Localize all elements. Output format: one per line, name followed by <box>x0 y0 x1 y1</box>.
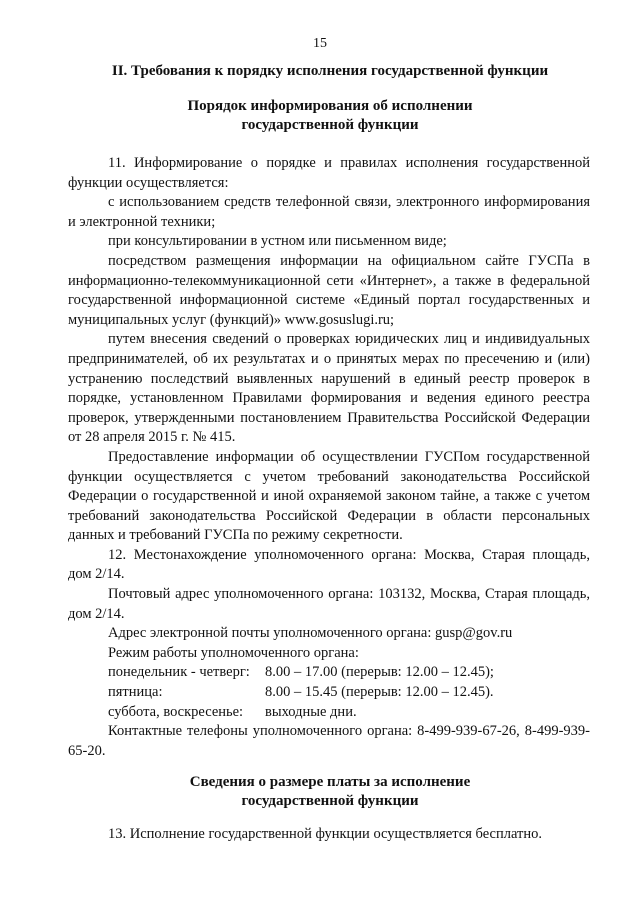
paragraph-means-website: посредством размещения информации на официальном сайте ГУСПа в информационно-телекоммуникационной сети «Интернет», а также в федеральной государственной информационной системе «Единый портал государственных и муниципальных услуг (функций)» www.gosuslugi.ru; <box>68 252 590 328</box>
schedule-row <box>68 663 590 683</box>
paragraph-12-location: 12. Местонахождение уполномоченного органа: Москва, Старая площадь, дом 2/14. <box>68 546 590 583</box>
subsection-heading-line: государственной функции <box>241 793 419 809</box>
paragraph-postal-address: Почтовый адрес уполномоченного органа: 103132, Москва, Старая площадь, дом 2/14. <box>68 586 590 622</box>
schedule-hours: выходные дни. <box>265 703 357 720</box>
schedule-row <box>68 703 590 723</box>
paragraph-contacts: Контактные телефоны уполномоченного органа: 8-499-939-67-26, 8-499-939-65-20. <box>68 723 590 759</box>
paragraph-11: 11. Информирование о порядке и правилах исполнения государственной функции осуществляется: <box>68 155 590 191</box>
subsection-heading-fee <box>60 773 600 811</box>
subsection-heading-informing <box>60 97 600 135</box>
paragraph-work-hours: Режим работы уполномоченного органа: <box>108 644 359 661</box>
schedule-days: пятница: <box>108 684 163 701</box>
paragraph-email: Адрес электронной почты уполномоченного органа: gusp@gov.ru <box>108 625 513 642</box>
paragraph-secrecy: Предоставление информации об осуществлении ГУСПом государственной функции осуществляется с учетом требований законодательства Российской Федерации о государственной и иной охраняемой законом тайне, а также с учетом требований законодательства Российской Федерации в области персональных данных и требований ГУСПа по режиму секретности. <box>68 448 590 544</box>
subsection-heading-line: Сведения о размере платы за исполнение <box>189 774 471 790</box>
schedule-days: суббота, воскресенье: <box>108 703 244 720</box>
schedule-row <box>68 683 590 703</box>
paragraph-13: 13. Исполнение государственной функции осуществляется бесплатно. <box>108 826 542 842</box>
schedule-days: понедельник - четверг: <box>108 664 250 681</box>
fee-text <box>68 825 590 845</box>
main-text <box>68 154 590 761</box>
schedule-hours: 8.00 – 17.00 (перерыв: 12.00 – 12.45); <box>265 664 494 681</box>
schedule-hours: 8.00 – 15.45 (перерыв: 12.00 – 12.45). <box>265 684 494 701</box>
section-title: II. Требования к порядку исполнения государственной функции <box>111 63 549 79</box>
subsection-heading-line: Порядок информирования об исполнении <box>187 98 473 114</box>
paragraph-means-phone: с использованием средств телефонной связи, электронного информирования и электронной техники; <box>68 194 590 230</box>
paragraph-means-consult: при консультировании в устном или письменном виде; <box>108 233 447 250</box>
page-number: 15 <box>313 36 327 51</box>
paragraph-means-registry: путем внесения сведений о проверках юридических лиц и индивидуальных предпринимателей, об их результатах и о принятых мерах по пресечению и (или) устранению последствий выявленных нарушений в единый реестр проверок в порядке, установленном Правилами формирования и ведения единого реестра проверок, утвержденными постановлением Правительства Российской Федерации от 28 апреля 2015 г. № 415. <box>68 331 590 446</box>
subsection-heading-line: государственной функции <box>241 117 419 133</box>
